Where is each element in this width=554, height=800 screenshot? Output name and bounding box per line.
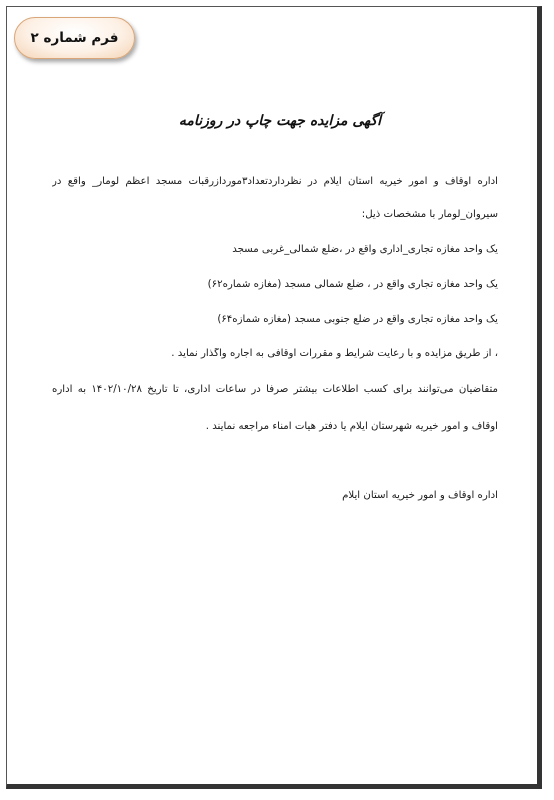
notice-line-7: متقاضیان می‌توانند برای کسب اطلاعات بیشتر صرفاً در ساعات اداری، تا تاریخ ۱۴۰۲/۱۰/۲۸ به اداره [52, 384, 498, 395]
notice-line-2: سیروان_لومار با مشخصات ذیل: [361, 209, 498, 220]
notice-line-3: یک واحد مغازه تجاری_اداری واقع در ،ضلع شمالی_غربی مسجد [232, 244, 498, 255]
notice-line-6: ، از طریق مزایده و با رعایت شرایط و مقررات اوقافی به اجاره واگذار نماید . [171, 348, 498, 359]
notice-line-4: یک واحد مغازه تجاری واقع در ، ضلع شمالی مسجد (مغازه شماره۶۲) [207, 279, 498, 290]
signature: اداره اوقاف و امور خیریه استان ایلام [342, 490, 498, 501]
form-number-badge [14, 17, 135, 59]
notice-line-8: اوقاف و امور خیریه شهرستان ایلام یا دفتر هیات امناء مراجعه نمایند . [205, 421, 498, 432]
notice-line-5: یک واحد مغازه تجاری واقع در ضلع جنوبی مسجد (مغازه شمازه۶۴) [217, 314, 498, 325]
notice-title: آگهی مزایده جهت چاپ در روزنامه [178, 113, 382, 129]
form-number-label: فرم شماره ۲ [30, 30, 119, 46]
notice-line-1: اداره اوقاف و امور خیریه استان ایلام در نظرداردتعداد۳موردازرقبات مسجد اعظم لومار_ واقع در [52, 176, 498, 187]
